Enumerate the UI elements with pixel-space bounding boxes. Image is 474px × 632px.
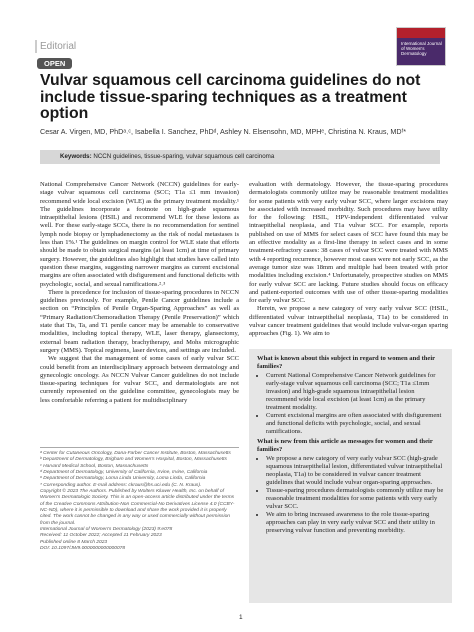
journal-cover-thumbnail <box>396 27 446 66</box>
keywords-text: NCCN guidelines, tissue-sparing, vulvar squamous cell carcinoma <box>93 153 275 160</box>
box-bullet: • We propose a new category of very early vulvar SCC (high-grade squamous intraepithelial lesion, differentiated vulvar intraepithelial neoplasia, T1a) to be considered in vulvar cancer treatment guidelines that would include vulvar organ-sparing approaches. <box>266 455 444 487</box>
body-paragraph: evaluation with dermatology. However, the tissue-sparing procedures dermatologists commonly utilize may be reasonable treatment modalities for some patients with very early vulvar SCC, where larger excisions may be associated with increased morbidity. Such procedures may have utility for the following: HSIL, HPV-independent differentiated vulvar intraepithelial neoplasia, and T1a vulvar SCC. For example, reports published on use of MMS for select cases of SCC have found this may be an effective modality as a first-line therapy in select cases and in some treatment-refractory cases: 38 cases of vulvar SCC were treated with MMS with 4 reporting recurrence, however most cases were not early SCC, as the average tumor size was 18mm and multiple had been treated with prior modalities including excision.⁴ Unfortunately, prospective studies on MMS for early vulvar SCC are lacking. Future studies should focus on efficacy and patient-reported outcomes with use of other tissue-sparing modalities for early vulvar SCC. <box>249 181 448 305</box>
doi: DOI: 10.1097/JW9.0000000000000078 <box>40 546 126 552</box>
body-paragraph: We suggest that the management of some cases of early vulvar SCC could benefit from an interdisciplinary approach between dermatology and gynecologic oncology. As NCCN Vulvar Cancer guidelines do not include tissue-sparing techniques for vulvar SCC, and dermatologists are not currently represented on the guideline committee, gynecologists may be less comfortable referring a patient for multidisciplinary <box>40 355 239 404</box>
section-label: Editorial <box>40 41 77 52</box>
affiliation-d: ᵈ Department of Dermatology, University of California, Irvine, Irvine, California <box>40 470 208 476</box>
affiliation-a: ᵃ Center for Cutaneous Oncology, Dana-Farber Cancer Institute, Boston, Massachusetts <box>40 451 231 456</box>
key-points-box <box>249 349 452 603</box>
keywords-bar <box>40 150 440 164</box>
box-heading-known: What is known about this subject in regard to women and their families? <box>257 355 435 370</box>
box-heading-new: What is new from this article as messages for women and their families? <box>257 438 433 453</box>
affiliation-e: ᵉ Department of Dermatology, Loma Linda University, Loma Linda, California <box>40 476 206 482</box>
body-paragraph: Herein, we propose a new category of very early vulvar SCC (HSIL, differentiated vulvar intraepithelial neoplasia, T1a) to be considered in vulvar cancer treatment guidelines that would include vulvar-organ sparing approaches (Fig. 1). We aim to <box>249 305 448 338</box>
journal-cover-title: International Journal of Women's Dermatology <box>401 41 442 56</box>
right-column <box>249 181 448 339</box>
body-paragraph: National Comprehensive Cancer Network (NCCN) guidelines for early-stage vulvar squamous cell carcinoma (SCC; T1a ≤1 mm invasion) recommend wide local excision (WLE) as the primary treatment modality.¹ The guidelines incorporate a footnote on high-grade squamous intraepithelial lesions (HSIL) and recommend WLE for these lesions as well. For these early-stage SCCs, there is no recommendation for sentinel lymph node biopsy or lymphadenectomy as the risk of nodal metastases is less than 1%.¹ The guidelines on margin control for WLE state that efforts should be made to obtain surgical margins (at least 1cm) at time of primary surgery. However, the guidelines also highlight that studies have called into question these margins, suggesting narrower margins as current excisional margins are often associated with disfigurement and functional deficits with psychologic, social, and sexual ramifications.²˒³ <box>40 181 239 288</box>
article-title: Vulvar squamous cell carcinoma guidelines do not include tissue-sparing techniques as a treatment option <box>40 72 421 122</box>
section-bar <box>35 40 37 53</box>
left-column <box>40 181 239 405</box>
box-bullet: • Tissue-sparing procedures dermatologists commonly utilize may be reasonable treatment modalities for some patients with very early vulvar SCC. <box>266 487 444 511</box>
published-online: Published online 8 March 2023 <box>40 539 108 545</box>
journal-cover-band <box>397 28 445 38</box>
keywords-label: Keywords: <box>60 153 92 160</box>
box-bullet: • We aim to bring increased awareness to the role tissue-sparing approaches can play in very early vulvar SCC and their utility in preserving vulvar function and preventing morbidity. <box>266 511 444 535</box>
open-access-badge: OPEN <box>37 58 72 69</box>
box-bullet: • Current excisional margins are often associated with disfigurement and functional deficits with psychologic, social, and sexual ramifications. <box>266 412 444 436</box>
page-number: 1 <box>239 614 243 621</box>
copyright-notice: Copyright © 2023 The Authors. Published by Wolters Kluwer Health, Inc. on behalf of Women's Dermatologic Society. This is an open-access article distributed under the terms of the Creative Commons Attribution-Non Commercial-No Derivatives License 4.0 (CCBY-NC-ND), where it is permissible to download and share the work provided it is properly cited. The work cannot be changed in any way or used commercially without permission from the journal. <box>40 489 235 526</box>
box-bullet: • Current National Comprehensive Cancer Network guidelines for early-stage vulvar squamous cell carcinoma (SCC; T1a ≤1mm invasion) and high-grade squamous intraepithelial lesion recommend wide local excision (at least 1cm) as the primary treatment modality. <box>266 372 444 412</box>
affiliation-c: ᶜ Harvard Medical School, Boston, Massachusetts <box>40 463 149 469</box>
footnotes <box>40 447 239 553</box>
corresponding-author: * Corresponding author. E-mail address: ckraus@hs.uci.edu (C. N. Kraus). <box>40 482 202 488</box>
body-paragraph: There is precedence for inclusion of tissue-sparing procedures in NCCN guidelines previously. For example, Penile Cancer guidelines include a section on “Principles of Penile Organ-Sparing Approaches” as well as “Primary Radiation/Chemoradiation Therapy (Penile Preservation)” which state that Tis, Ta, and T1 penile cancer may be amenable to conservative modalities, including topical therapy, WLE, laser therapy, glansectomy, external beam radiation therapy, brachytherapy, and Mohs micrographic surgery (MMS). Topical regimens, laser devices, and settings are included. <box>40 288 239 354</box>
author-list: Cesar A. Virgen, MD, PhDᵃ˒ᶜ, Isabella I. Sanchez, PhDᵈ, Ashley N. Elsensohn, MD, MPHᵉ, Christina N. Kraus, MDᶠ* <box>40 127 407 136</box>
received-accepted: Received: 11 October 2022; Accepted 11 February 2023 <box>40 533 162 539</box>
affiliation-b: ᵇ Department of Dermatology, Brigham and Women's Hospital, Boston, Massachusetts <box>40 457 227 463</box>
citation: International Journal of Women's Dermatology (2023) 9:e078 <box>40 527 173 533</box>
